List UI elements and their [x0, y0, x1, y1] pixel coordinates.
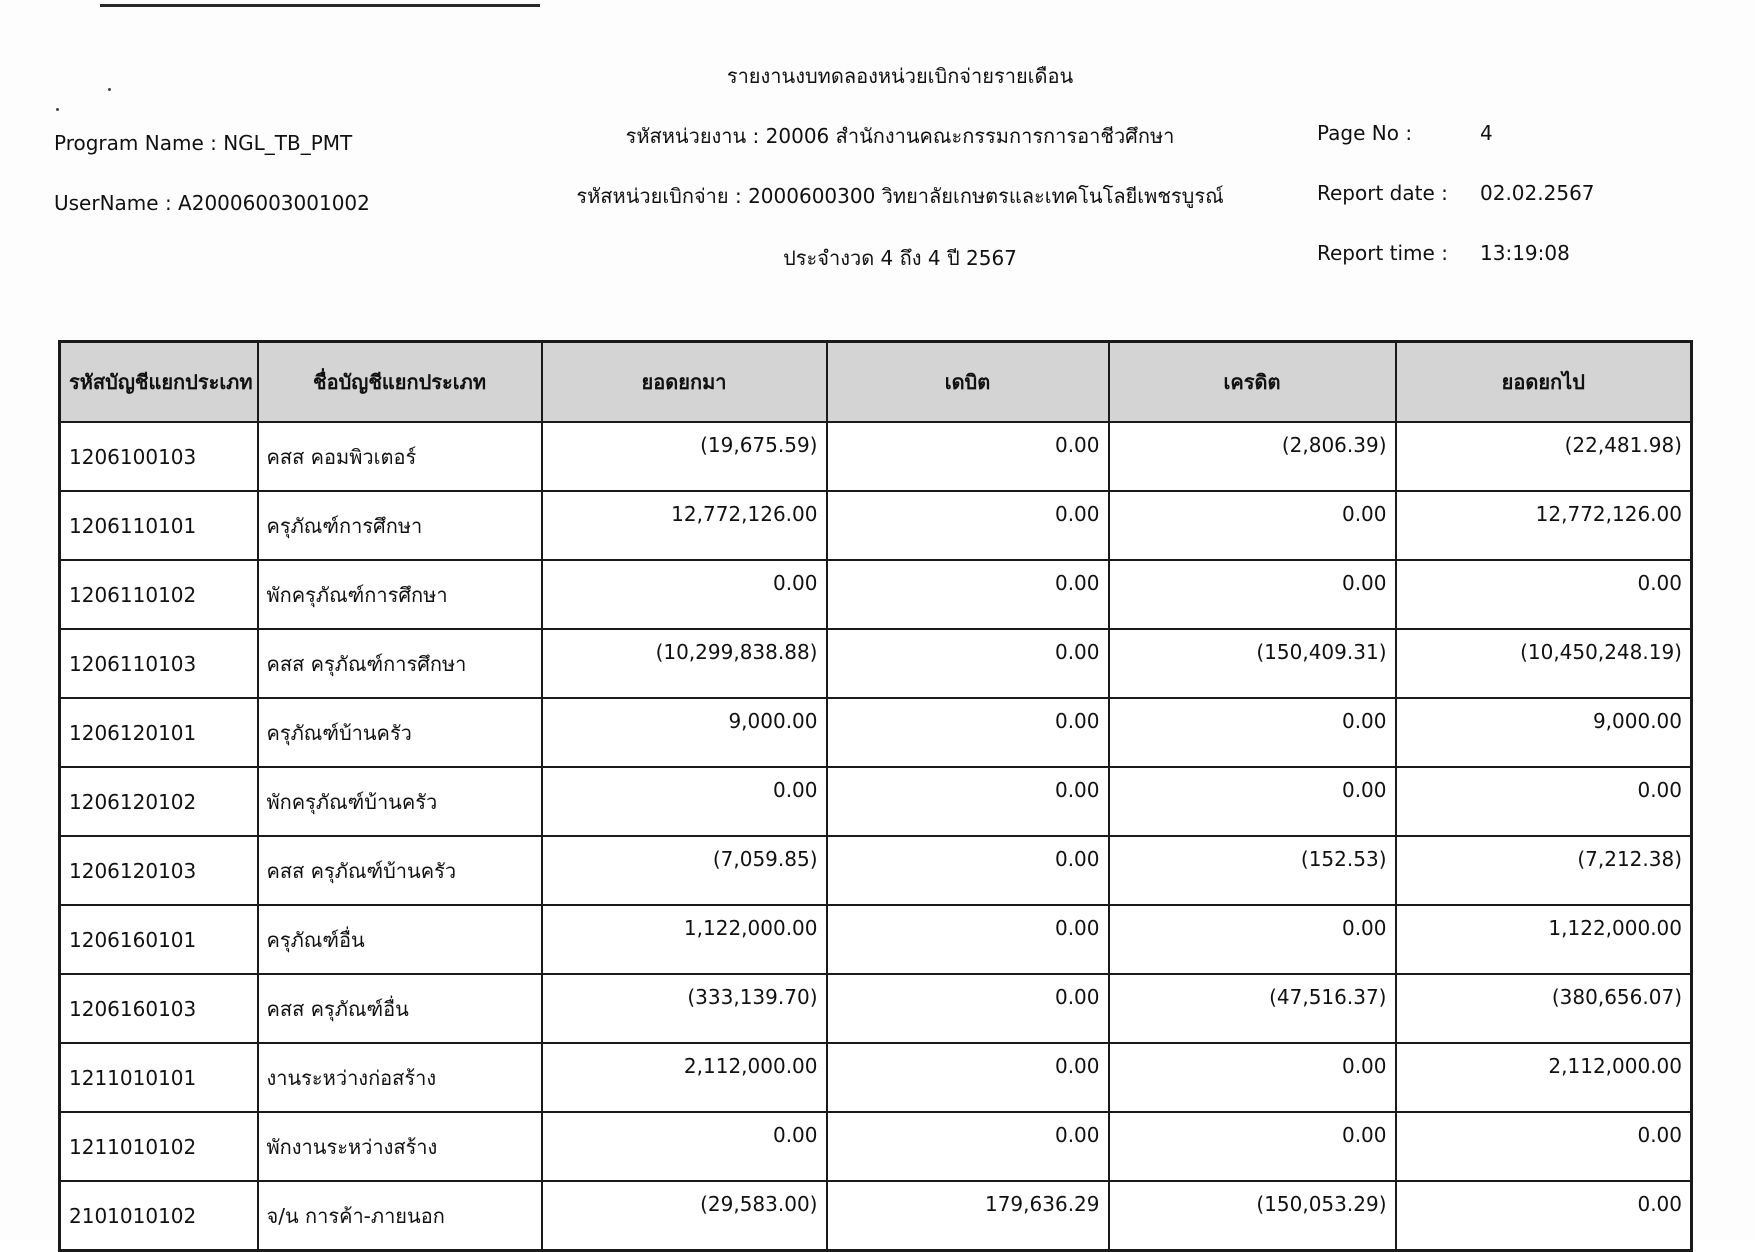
cell-debit: 0.00: [827, 560, 1109, 629]
cell-account-code: 1206110102: [60, 560, 258, 629]
cell-account-name: ครุภัณฑ์บ้านครัว: [258, 698, 542, 767]
cell-debit: 0.00: [827, 767, 1109, 836]
cell-carried-forward: 0.00: [1396, 767, 1692, 836]
cell-account-name: ครุภัณฑ์อื่น: [258, 905, 542, 974]
disbursement-unit-line: รหัสหน่วยเบิกจ่าย : 2000600300 วิทยาลัยเกษตรและเทคโนโลยีเพชรบูรณ์: [576, 184, 1224, 208]
cell-credit: 0.00: [1109, 905, 1396, 974]
cell-account-code: 1206160101: [60, 905, 258, 974]
cell-brought-forward: (7,059.85): [542, 836, 827, 905]
cell-brought-forward: 0.00: [542, 1112, 827, 1181]
col-header-debit: เดบิต: [827, 342, 1109, 423]
scan-speck: [56, 108, 59, 111]
cell-account-code: 1206120102: [60, 767, 258, 836]
cell-carried-forward: (7,212.38): [1396, 836, 1692, 905]
cell-carried-forward: 2,112,000.00: [1396, 1043, 1692, 1112]
table-row: [60, 560, 1692, 629]
cell-credit: (150,053.29): [1109, 1181, 1396, 1251]
cell-debit: 0.00: [827, 1112, 1109, 1181]
cell-account-code: 1206160103: [60, 974, 258, 1043]
col-header-credit: เครดิต: [1109, 342, 1396, 423]
cell-account-code: 1206100103: [60, 422, 258, 491]
table-row: [60, 767, 1692, 836]
cell-debit: 0.00: [827, 905, 1109, 974]
report-title: รายงานงบทดลองหน่วยเบิกจ่ายรายเดือน: [726, 64, 1074, 88]
period-line: ประจำงวด 4 ถึง 4 ปี 2567: [783, 246, 1017, 270]
report-date-value: 02.02.2567: [1480, 181, 1595, 205]
cell-brought-forward: 12,772,126.00: [542, 491, 827, 560]
cell-credit: 0.00: [1109, 491, 1396, 560]
cell-debit: 0.00: [827, 1043, 1109, 1112]
cell-carried-forward: 9,000.00: [1396, 698, 1692, 767]
col-header-account-name: ชื่อบัญชีแยกประเภท: [258, 342, 542, 423]
cell-credit: 0.00: [1109, 560, 1396, 629]
cell-carried-forward: 12,772,126.00: [1396, 491, 1692, 560]
table-row: [60, 698, 1692, 767]
report-time-label: Report time :: [1317, 241, 1448, 265]
col-header-carried-forward: ยอดยกไป: [1396, 342, 1692, 423]
cell-account-code: 1206120103: [60, 836, 258, 905]
table-row: [60, 491, 1692, 560]
cell-account-code: 1211010102: [60, 1112, 258, 1181]
agency-line: รหัสหน่วยงาน : 20006 สำนักงานคณะกรรมการการอาชีวศึกษา: [625, 124, 1175, 148]
cell-account-name: ครุภัณฑ์การศึกษา: [258, 491, 542, 560]
cell-account-code: 1211010101: [60, 1043, 258, 1112]
cell-account-code: 2101010102: [60, 1181, 258, 1251]
table-row: [60, 1181, 1692, 1251]
cell-credit: (150,409.31): [1109, 629, 1396, 698]
cell-debit: 179,636.29: [827, 1181, 1109, 1251]
cell-brought-forward: 0.00: [542, 560, 827, 629]
table-row: [60, 974, 1692, 1043]
cell-credit: 0.00: [1109, 698, 1396, 767]
cell-brought-forward: (19,675.59): [542, 422, 827, 491]
cell-account-name: คสส ครุภัณฑ์บ้านครัว: [258, 836, 542, 905]
cell-account-name: คสส ครุภัณฑ์การศึกษา: [258, 629, 542, 698]
cell-account-name: งานระหว่างก่อสร้าง: [258, 1043, 542, 1112]
cell-carried-forward: 0.00: [1396, 1112, 1692, 1181]
cell-account-code: 1206110101: [60, 491, 258, 560]
cell-carried-forward: (22,481.98): [1396, 422, 1692, 491]
cell-credit: (47,516.37): [1109, 974, 1396, 1043]
cell-account-name: คสส คอมพิวเตอร์: [258, 422, 542, 491]
cell-carried-forward: 0.00: [1396, 560, 1692, 629]
trial-balance-table-wrap: [58, 340, 1690, 1252]
table-row: [60, 1043, 1692, 1112]
cell-debit: 0.00: [827, 422, 1109, 491]
cell-carried-forward: 1,122,000.00: [1396, 905, 1692, 974]
cell-credit: 0.00: [1109, 1043, 1396, 1112]
cell-carried-forward: (10,450,248.19): [1396, 629, 1692, 698]
cell-brought-forward: 0.00: [542, 767, 827, 836]
report-date-label: Report date :: [1317, 181, 1448, 205]
cell-account-name: คสส ครุภัณฑ์อื่น: [258, 974, 542, 1043]
cell-account-code: 1206110103: [60, 629, 258, 698]
table-header-row: [60, 342, 1692, 423]
cell-brought-forward: (29,583.00): [542, 1181, 827, 1251]
cell-debit: 0.00: [827, 698, 1109, 767]
scan-speck: [108, 88, 111, 91]
cell-credit: (2,806.39): [1109, 422, 1396, 491]
cell-brought-forward: (333,139.70): [542, 974, 827, 1043]
cell-brought-forward: (10,299,838.88): [542, 629, 827, 698]
cell-debit: 0.00: [827, 629, 1109, 698]
cell-account-name: พักครุภัณฑ์การศึกษา: [258, 560, 542, 629]
cell-brought-forward: 1,122,000.00: [542, 905, 827, 974]
top-rule: [100, 4, 540, 7]
table-row: [60, 836, 1692, 905]
program-name: Program Name : NGL_TB_PMT: [54, 131, 353, 155]
table-row: [60, 629, 1692, 698]
col-header-account-code: รหัสบัญชีแยกประเภท: [60, 342, 258, 423]
page-no-label: Page No :: [1317, 121, 1413, 145]
page-no-value: 4: [1480, 121, 1493, 145]
cell-carried-forward: (380,656.07): [1396, 974, 1692, 1043]
table-row: [60, 422, 1692, 491]
cell-credit: 0.00: [1109, 767, 1396, 836]
cell-brought-forward: 2,112,000.00: [542, 1043, 827, 1112]
table-row: [60, 1112, 1692, 1181]
report-time-value: 13:19:08: [1480, 241, 1570, 265]
cell-carried-forward: 0.00: [1396, 1181, 1692, 1251]
cell-debit: 0.00: [827, 974, 1109, 1043]
cell-account-name: จ/น การค้า-ภายนอก: [258, 1181, 542, 1251]
cell-account-name: พักงานระหว่างสร้าง: [258, 1112, 542, 1181]
cell-credit: 0.00: [1109, 1112, 1396, 1181]
user-name: UserName : A20006003001002: [54, 191, 370, 215]
cell-credit: (152.53): [1109, 836, 1396, 905]
table-row: [60, 905, 1692, 974]
cell-debit: 0.00: [827, 491, 1109, 560]
col-header-brought-forward: ยอดยกมา: [542, 342, 827, 423]
trial-balance-table: [58, 340, 1693, 1252]
cell-account-code: 1206120101: [60, 698, 258, 767]
cell-debit: 0.00: [827, 836, 1109, 905]
cell-account-name: พักครุภัณฑ์บ้านครัว: [258, 767, 542, 836]
cell-brought-forward: 9,000.00: [542, 698, 827, 767]
